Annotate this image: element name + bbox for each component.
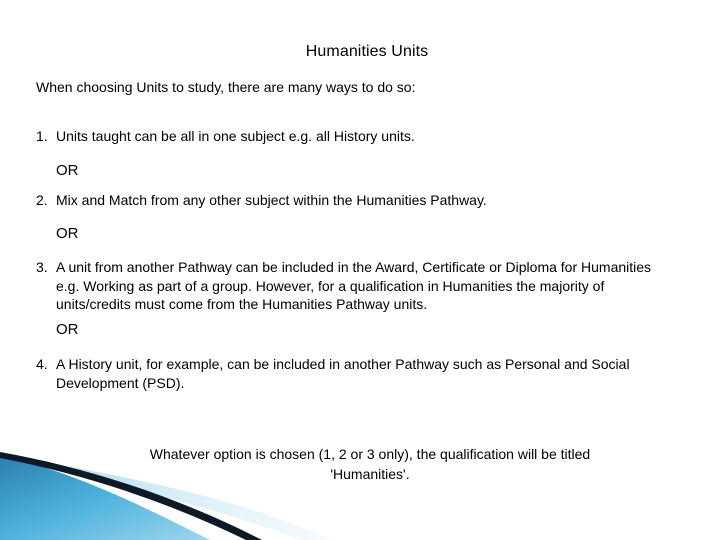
intro-text: When choosing Units to study, there are many ways to do so: <box>36 79 416 95</box>
conclusion-text <box>110 444 630 484</box>
list-item-4 <box>36 355 630 392</box>
or-separator-1: OR <box>56 162 79 179</box>
list-item-line: A History unit, for example, can be included in another Pathway such as Personal and Social <box>56 356 630 372</box>
list-item-line: A unit from another Pathway can be included in the Award, Certificate or Diploma for Humanities <box>56 259 652 275</box>
list-item-number: 1. <box>36 128 48 144</box>
list-item-1 <box>36 127 415 146</box>
list-item-number: 3. <box>36 259 48 275</box>
list-item-3 <box>36 258 651 314</box>
conclusion-line: Whatever option is chosen (1, 2 or 3 only), the qualification will be titled <box>149 446 591 462</box>
conclusion-line: 'Humanities'. <box>330 466 410 482</box>
list-item-line: units/credits must come from the Humanities Pathway units. <box>56 296 428 312</box>
or-separator-3: OR <box>56 321 79 338</box>
page-title: Humanities Units <box>305 43 429 60</box>
list-item-line: Development (PSD). <box>56 374 185 391</box>
list-item-line: e.g. Working as part of a group. However, for a qualification in Humanities the majority of <box>56 277 605 294</box>
list-item-number: 4. <box>36 356 48 372</box>
or-separator-2: OR <box>56 225 79 242</box>
list-item-text: Mix and Match from any other subject within the Humanities Pathway. <box>56 192 487 208</box>
list-item-text: Units taught can be all in one subject e.g. all History units. <box>56 128 415 144</box>
list-item-2 <box>36 191 487 210</box>
list-item-number: 2. <box>36 192 48 208</box>
